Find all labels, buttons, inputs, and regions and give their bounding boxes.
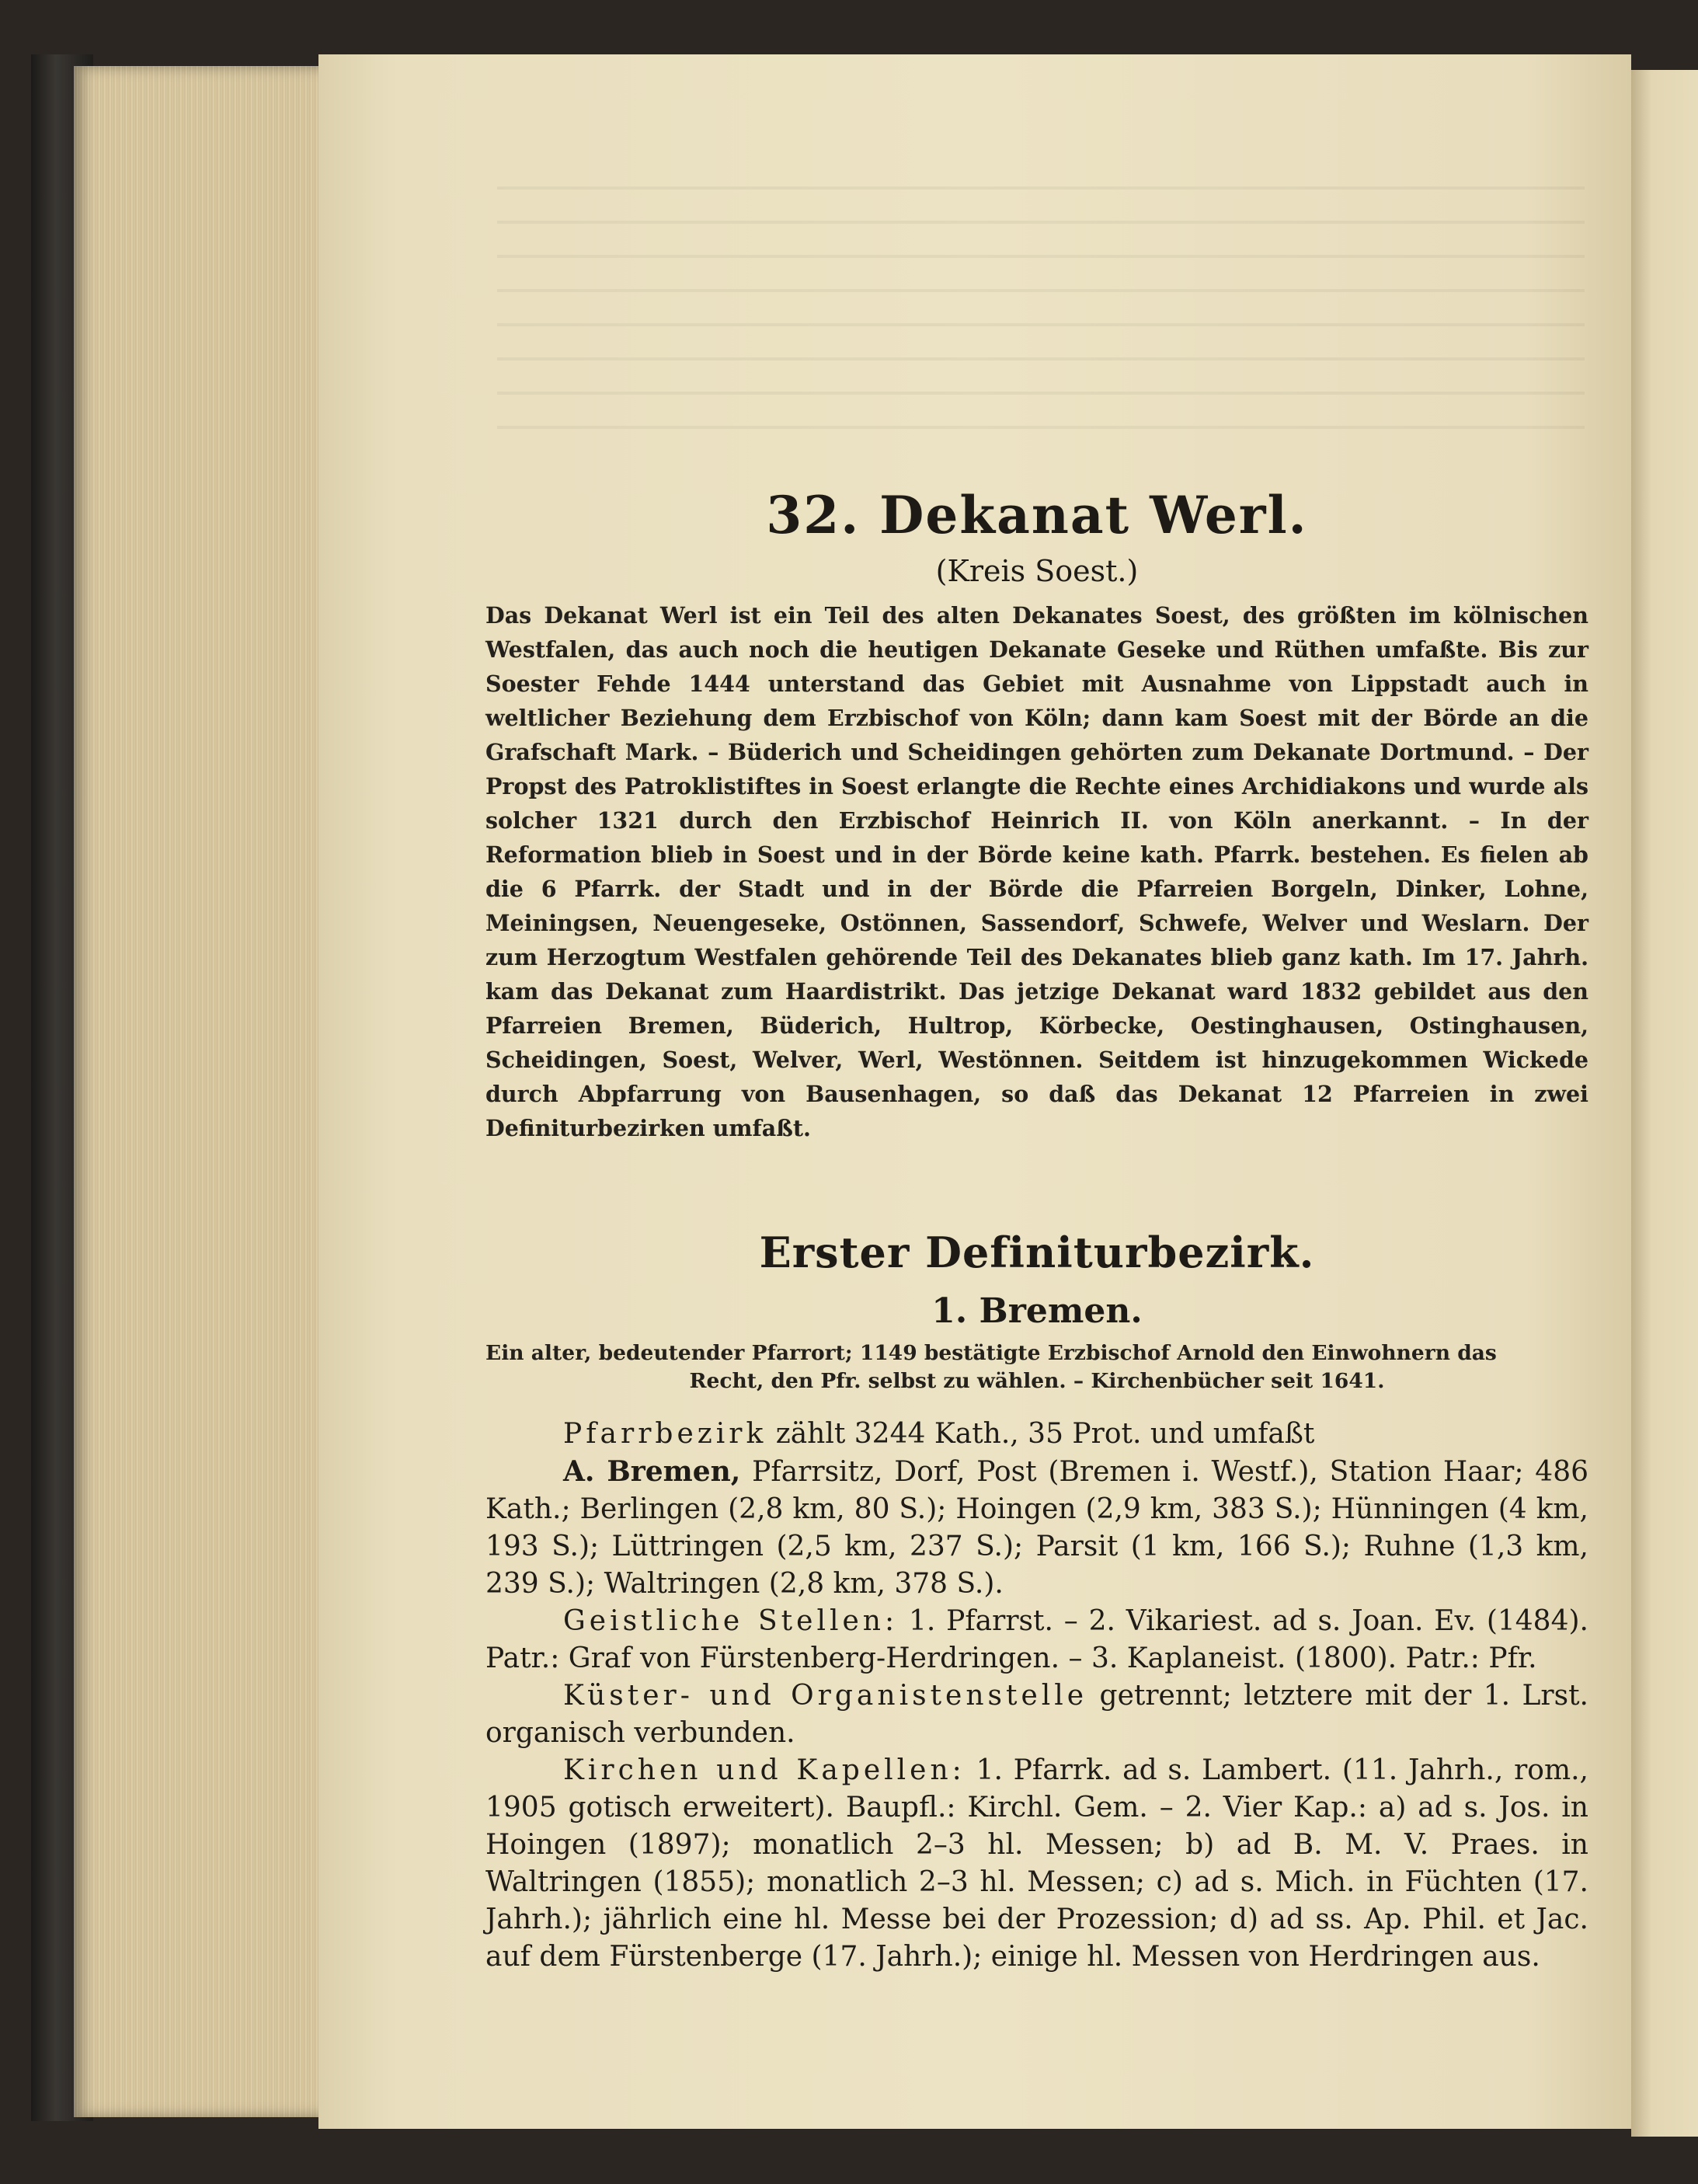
locality-a-text: Pfarrsitz, Dorf, Post (Bremen i. Westf.), Station Haar; 486 Kath.; Berlingen (2,8 km, 80 S.); Hoingen (2,9 km, 383 S.); Hünningen (4 km, 193 S.); Lüttringen (2,5 km, 237 S.); Parsit (1 km, 166 S.); Ruhne (1,3 km, 239 S.); Waltringen (2,8 km, 378 S.). xyxy=(485,1456,1589,1600)
geistliche-paragraph xyxy=(485,1603,1588,1677)
kuester-label: Küster- und Organistenstelle xyxy=(563,1680,1088,1712)
intro-paragraph: Das Dekanat Werl ist ein Teil des alten Dekanates Soest, des größten im kölnischen Westfalen, das auch noch die heutigen Dekanate Geseke und Rüthen umfaßte. Bis zur Soester Fehde 1444 unterstand das Gebiet mit Ausnahme von Lippstadt auch in weltlicher Beziehung dem Erzbischof von Köln; dann kam Soest mit der Börde an die Grafschaft Mark. – Büderich und Scheidingen gehörten zum Dekanate Dortmund. – Der Propst des Patroklistiftes in Soest erlangte die Rechte eines Archidiakons und wurde als solcher 1321 durch den Erzbischof Heinrich II. von Köln anerkannt. – In der Reformation blieb in Soest und in der Börde keine kath. Pfarrk. bestehen. Es fielen ab die 6 Pfarrk. der Stadt und in der Börde die Pfarreien Borgeln, Dinker, Lohne, Meiningsen, Neuengeseke, Ostönnen, Sassendorf, Schwefe, Welver und Weslarn. Der zum Herzogtum Westfalen gehörende Teil des Dekanates blieb ganz kath. Im 17. Jahrh. kam das Dekanat zum Haardistrikt. Das jetzige Dekanat ward 1832 gebildet aus den Pfarreien Bremen, Büderich, Hultrop, Körbecke, Oestinghausen, Ostinghausen, Scheidingen, Soest, Welver, Werl, Westönnen. Seitdem ist hinzugekommen Wickede durch Abpfarrung von Bausenhagen, so daß das Dekanat 12 Pfarreien in zwei Definiturbezirken umfaßt. xyxy=(485,602,1588,1141)
geistliche-label: Geistliche Stellen: xyxy=(563,1605,899,1637)
locality-a-paragraph xyxy=(485,1453,1588,1603)
locality-a-label: A. Bremen, xyxy=(563,1455,741,1488)
parish-note-line2: Recht, den Pfr. selbst zu wählen. – Kirchenbücher seit 1641. xyxy=(689,1369,1385,1393)
bezirk-label: Pfarrbezirk xyxy=(563,1418,767,1450)
parish-body xyxy=(485,1416,1588,1976)
geistliche-text: 1. Pfarrst. – 2. Vikariest. ad s. Joan. Ev. (1484). Patr.: Graf von Fürstenberg-Herdringen. – 3. Kaplaneist. (1800). Patr.: Pfr. xyxy=(485,1605,1588,1674)
next-page-edge xyxy=(1631,70,1698,2137)
page-title: 32. Dekanat Werl. xyxy=(766,485,1308,545)
kuester-paragraph xyxy=(485,1677,1588,1752)
parish-note xyxy=(485,1339,1588,1395)
kirchen-text: 1. Pfarrk. ad s. Lambert. (11. Jahrh., rom., 1905 gotisch erweitert). Baupfl.: Kirchl. Gem. – 2. Vier Kap.: a) ad s. Jos. in Hoingen (1897); monatlich 2–3 hl. Messen; b) ad B. M. V. Praes. in Waltringen (1855); monatlich 2–3 hl. Messen; c) ad s. Mich. in Füchten (17. Jahrh.); jährlich eine hl. Messe bei der Prozession; d) ad ss. Ap. Phil. et Jac. auf dem Fürstenberge (17. Jahrh.); einige hl. Messen von Herdringen aus. xyxy=(485,1754,1588,1973)
parish-note-line1: Ein alter, bedeutender Pfarrort; 1149 bestätigte Erzbischof Arnold den Einwohnern das xyxy=(485,1341,1497,1365)
bezirk-text: zählt 3244 Kath., 35 Prot. und umfaßt xyxy=(775,1418,1315,1450)
kirchen-paragraph xyxy=(485,1752,1588,1976)
page-content xyxy=(485,482,1588,1976)
bleed-through-text xyxy=(497,186,1585,451)
kuester-text: getrennt; letztere mit der 1. Lrst. organisch verbunden. xyxy=(485,1680,1588,1749)
bezirk-paragraph xyxy=(485,1416,1588,1453)
page-subtitle: (Kreis Soest.) xyxy=(935,554,1139,588)
kirchen-label: Kirchen und Kapellen: xyxy=(563,1754,966,1786)
parish-heading: 1. Bremen. xyxy=(931,1291,1143,1331)
section-heading: Erster Definiturbezirk. xyxy=(759,1228,1315,1277)
page-edges xyxy=(74,66,326,2117)
